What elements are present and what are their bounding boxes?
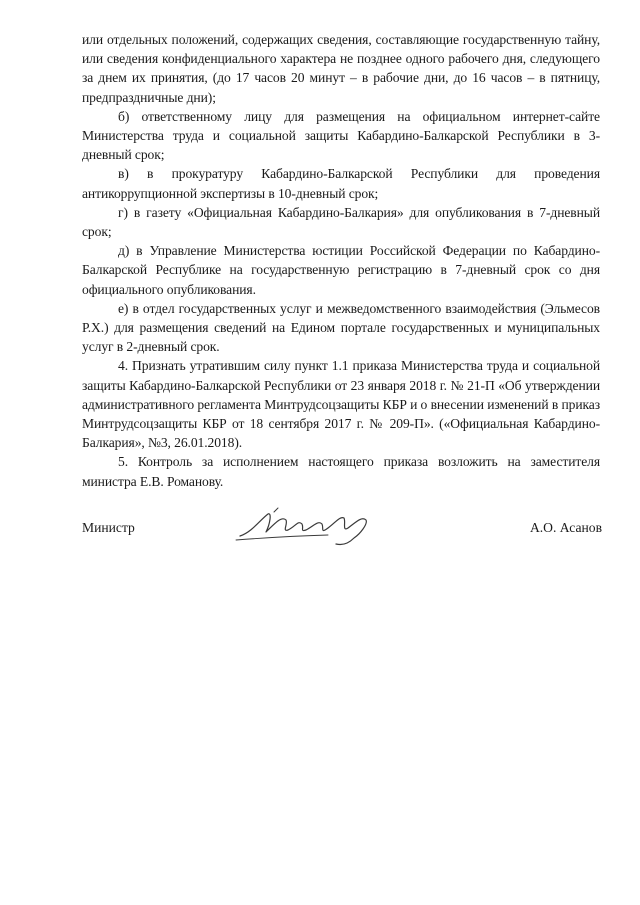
paragraph-b: б) ответственному лицу для размещения на официальном интернет-сайте Министерства труда и социальной защиты Кабардино-Балкарской Республики в 3-дневный срок; <box>82 108 600 163</box>
paragraph-e: е) в отдел государственных услуг и межведомственного взаимодействия (Эльмесов Р.Х.) для размещения сведений на Едином портале государственных и муниципальных услуг в 2-дневный срок. <box>82 300 600 355</box>
handwritten-signature <box>232 502 382 552</box>
paragraph-5: 5. Контроль за исполнением настоящего приказа возложить на заместителя министра Е.В. Романову. <box>82 454 600 489</box>
signature-block <box>82 520 602 560</box>
document-body <box>82 30 600 491</box>
paragraph-v: в) в прокуратуру Кабардино-Балкарской Республики для проведения антикоррупционной экспертизы в 10-дневный срок; <box>82 166 600 201</box>
paragraph-g: г) в газету «Официальная Кабардино-Балкария» для опубликования в 7-дневный срок; <box>82 204 600 240</box>
paragraph-4: 4. Признать утратившим силу пункт 1.1 приказа Министерства труда и социальной защиты Кабардино-Балкарской Республики от 23 января 2018 г. № 21-П «Об утверждении административного регламента Минтрудсоцзащиты КБР и о внесении изменений в приказ Минтрудсоцзащиты КБР от 18 сентября 2017 г. № 209-П». («Официальная Кабардино-Балкария», №3, 26.01.2018). <box>82 358 600 451</box>
signatory-name: А.О. Асанов <box>529 520 602 535</box>
signatory-title: Министр <box>82 520 135 535</box>
paragraph-continuation: или отдельных положений, содержащих сведения, составляющие государственную тайну, или сведения конфиденциального характера не позднее одного рабочего дня, следующего за днем их принятия, (до 17 часов 20 минут – в рабочие дни, до 16 часов – в пятницу, предпраздничные дни); <box>82 32 600 105</box>
paragraph-d: д) в Управление Министерства юстиции Российской Федерации по Кабардино-Балкарской Республике на государственную регистрацию в 7-дневный срок со дня официального опубликования. <box>82 243 600 297</box>
